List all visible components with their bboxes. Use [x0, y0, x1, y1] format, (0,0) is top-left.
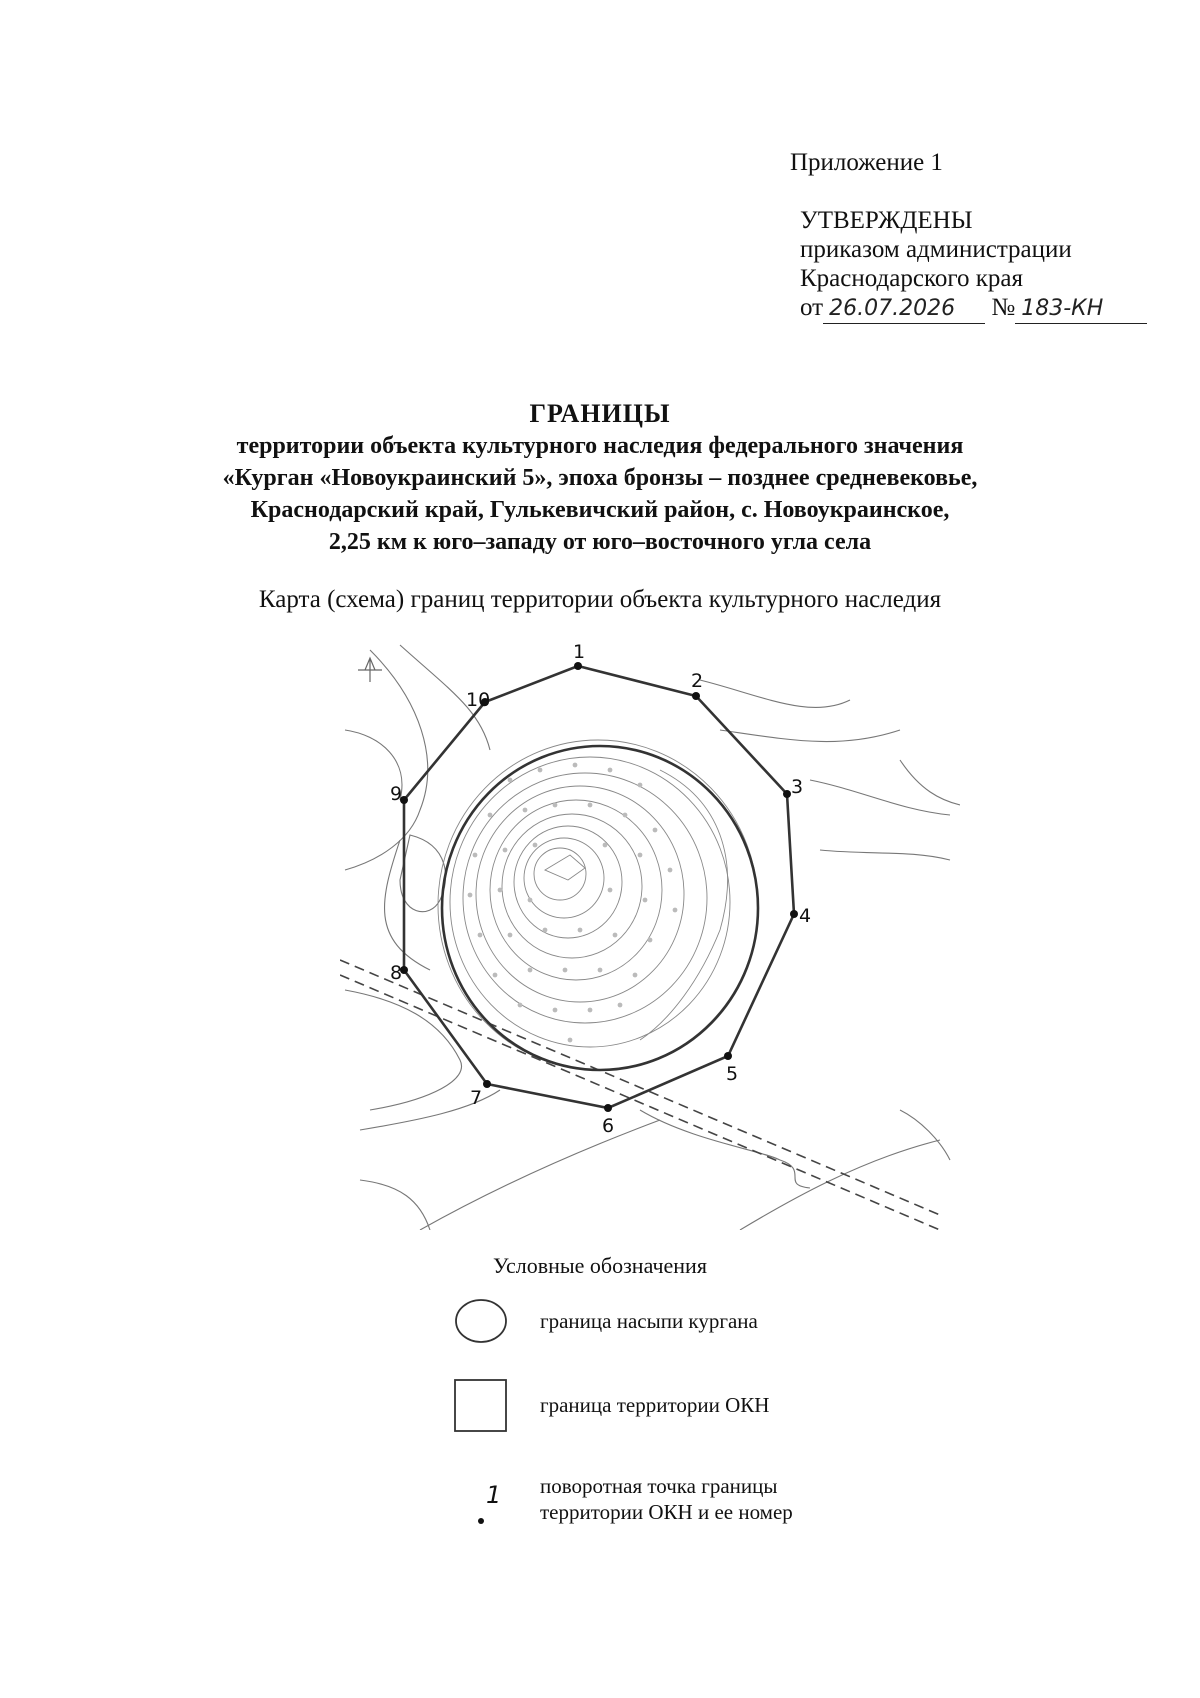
point-label-1: 1	[573, 641, 586, 663]
legend-turning-point-text	[540, 1473, 793, 1525]
survey-points	[468, 763, 678, 1043]
title-line-3: Краснодарский край, Гулькевичский район, с. Новоукраинское,	[250, 497, 950, 523]
approval-stamp	[800, 206, 1120, 324]
turning-point-7	[483, 1080, 491, 1088]
date-prefix: от	[800, 294, 824, 321]
point-label-10: 10	[466, 689, 491, 711]
circle-symbol-icon	[453, 1297, 513, 1347]
point-label-7: 7	[470, 1087, 483, 1109]
map-caption: Карта (схема) границ территории объекта культурного наследия	[258, 586, 942, 613]
document-title	[0, 398, 1200, 558]
approved-label: УТВЕРЖДЕНЫ	[800, 207, 973, 234]
order-date-line	[800, 293, 1120, 324]
appendix-label: Приложение 1	[790, 149, 943, 176]
turning-point-labels	[390, 641, 811, 1137]
square-symbol-icon	[453, 1378, 513, 1434]
legend-point-sample: 1	[486, 1481, 502, 1509]
legend-turning-point-line-1: поворотная точка границы	[540, 1474, 778, 1498]
title-line-4: 2,25 км к юго–западу от юго–восточного угла села	[328, 529, 872, 555]
boundary-map	[340, 640, 960, 1230]
title-main: ГРАНИЦЫ	[529, 399, 671, 428]
turning-point-5	[724, 1052, 732, 1060]
legend-title: Условные обозначения	[493, 1253, 707, 1278]
title-line-1: территории объекта культурного наследия федерального значения	[236, 433, 964, 459]
number-prefix: №	[991, 294, 1016, 321]
turning-point-4	[790, 910, 798, 918]
order-date: 26.07.2026	[823, 294, 985, 324]
order-line-1: приказом администрации	[800, 236, 1072, 263]
turning-point-2	[692, 692, 700, 700]
title-line-2: «Курган «Новоукраинский 5», эпоха бронзы – позднее средневековье,	[222, 465, 978, 491]
legend-mound-text: граница насыпи кургана	[540, 1309, 758, 1333]
point-label-2: 2	[691, 670, 704, 692]
turning-point-6	[604, 1104, 612, 1112]
mound-boundary-circle	[442, 746, 758, 1070]
point-label-4: 4	[799, 905, 812, 927]
turning-point-1	[574, 662, 582, 670]
point-label-9: 9	[390, 783, 403, 805]
point-label-3: 3	[791, 776, 804, 798]
terrain-lines	[345, 645, 960, 1230]
legend-territory-text: граница территории ОКН	[540, 1393, 770, 1417]
point-label-8: 8	[390, 962, 403, 984]
north-arrow	[358, 658, 382, 682]
point-label-6: 6	[602, 1115, 615, 1137]
legend-turning-point-line-2: территории ОКН и ее номер	[540, 1500, 793, 1524]
point-label-5: 5	[726, 1063, 739, 1085]
order-line-2: Краснодарского края	[800, 265, 1023, 292]
order-number: 183-КН	[1015, 294, 1147, 324]
turning-point-3	[783, 790, 791, 798]
turning-point-symbol-icon	[453, 1473, 513, 1529]
